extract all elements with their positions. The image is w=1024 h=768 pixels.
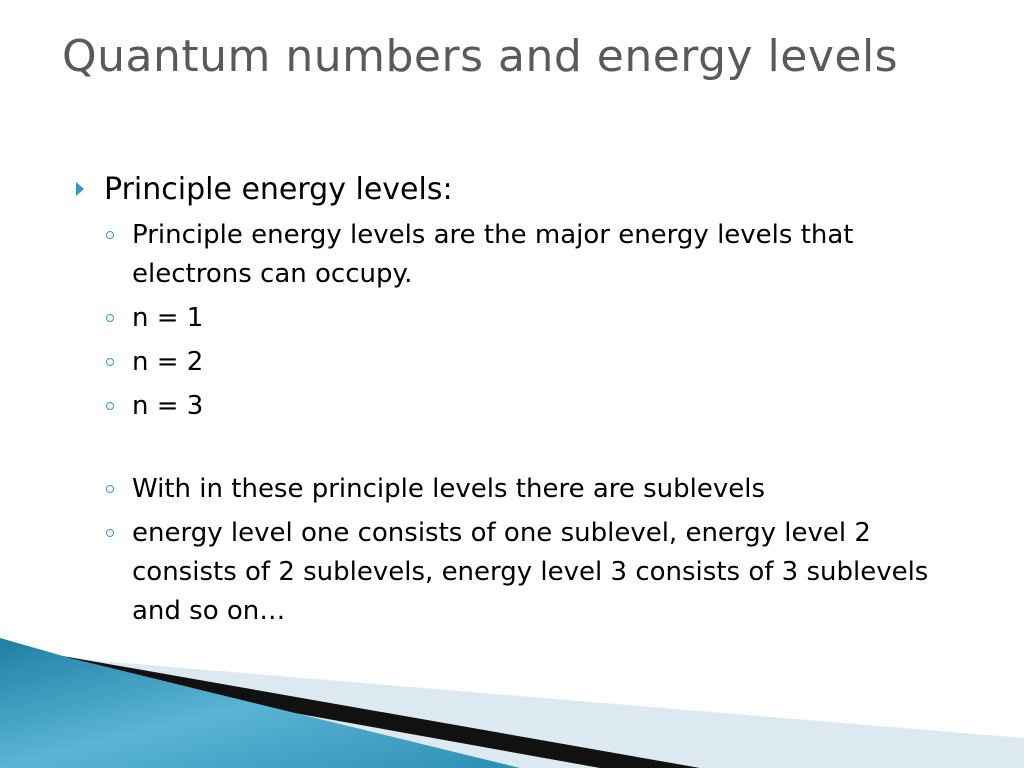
- sub-bullet-text: n = 3: [132, 391, 204, 421]
- sub-bullet-text: energy level one consists of one sublevel, energy level 2 consists of 2 sublevels, energy level 3 consists of 3 sublevels and so on…: [132, 518, 929, 626]
- sub-bullet-text: n = 2: [132, 347, 204, 377]
- slide-content: [72, 170, 962, 636]
- bullet-level1-text: Principle energy levels:: [104, 172, 453, 207]
- hollow-circle-icon: [106, 231, 114, 239]
- hollow-circle-icon: [106, 314, 114, 322]
- sub-bullet-text: With in these principle levels there are sublevels: [132, 474, 766, 504]
- bullet-level1: [72, 170, 962, 210]
- sub-bullet: [72, 216, 962, 294]
- slide-title: Quantum numbers and energy levels: [62, 31, 899, 82]
- list-spacer: [72, 431, 962, 470]
- decorative-wave-graphic: [0, 638, 1024, 768]
- hollow-circle-icon: [106, 485, 114, 493]
- sub-bullet-list: [72, 216, 962, 631]
- hollow-circle-icon: [106, 529, 114, 537]
- hollow-circle-icon: [106, 402, 114, 410]
- sub-bullet-text: Principle energy levels are the major energy levels that electrons can occupy.: [132, 220, 854, 289]
- sub-bullet: [72, 514, 962, 631]
- sub-bullet: [72, 299, 962, 338]
- hollow-circle-icon: [106, 358, 114, 366]
- sub-bullet: [72, 387, 962, 426]
- sub-bullet-text: n = 1: [132, 303, 204, 333]
- sub-bullet: [72, 470, 962, 509]
- triangle-right-icon: [76, 182, 84, 196]
- sub-bullet: [72, 343, 962, 382]
